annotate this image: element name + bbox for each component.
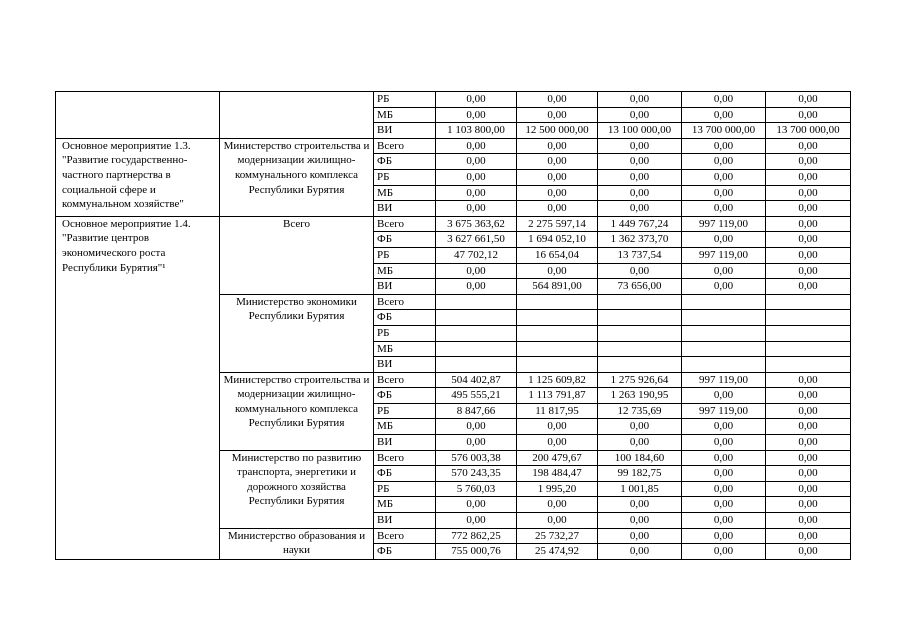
amount-cell: 0,00: [682, 185, 766, 201]
table-row: [56, 92, 851, 108]
amount-cell: 13 737,54: [598, 247, 682, 263]
amount-cell: [682, 357, 766, 373]
amount-cell: 0,00: [682, 169, 766, 185]
amount-cell: 0,00: [766, 372, 851, 388]
amount-cell: 0,00: [517, 435, 598, 451]
amount-cell: 0,00: [436, 138, 517, 154]
amount-cell: 997 119,00: [682, 216, 766, 232]
amount-cell: 0,00: [517, 138, 598, 154]
amount-cell: [517, 341, 598, 357]
amount-cell: 0,00: [682, 201, 766, 217]
amount-cell: 0,00: [598, 528, 682, 544]
amount-cell: 0,00: [766, 201, 851, 217]
executor-cell: [220, 92, 374, 139]
amount-cell: 0,00: [598, 138, 682, 154]
funding-source-cell: РБ: [374, 403, 436, 419]
amount-cell: 0,00: [598, 107, 682, 123]
amount-cell: 0,00: [682, 154, 766, 170]
amount-cell: 13 100 000,00: [598, 123, 682, 139]
executor-cell: Министерство экономики Республики Бурятия: [220, 294, 374, 372]
funding-source-cell: Всего: [374, 528, 436, 544]
funding-source-cell: ФБ: [374, 232, 436, 248]
funding-source-cell: ФБ: [374, 466, 436, 482]
amount-cell: 0,00: [766, 263, 851, 279]
funding-source-cell: Всего: [374, 450, 436, 466]
amount-cell: 0,00: [682, 279, 766, 295]
amount-cell: 0,00: [766, 419, 851, 435]
funding-source-cell: МБ: [374, 107, 436, 123]
amount-cell: [766, 325, 851, 341]
funding-source-cell: ВИ: [374, 201, 436, 217]
amount-cell: 0,00: [436, 185, 517, 201]
amount-cell: [517, 357, 598, 373]
amount-cell: [517, 325, 598, 341]
executor-cell: Министерство строительства и модернизации жилищно-коммунального комплекса Республики Бурятия: [220, 372, 374, 450]
amount-cell: 0,00: [682, 544, 766, 560]
amount-cell: 0,00: [766, 497, 851, 513]
amount-cell: 997 119,00: [682, 247, 766, 263]
amount-cell: [598, 310, 682, 326]
amount-cell: 99 182,75: [598, 466, 682, 482]
amount-cell: 1 125 609,82: [517, 372, 598, 388]
amount-cell: 0,00: [517, 154, 598, 170]
amount-cell: [598, 357, 682, 373]
amount-cell: 570 243,35: [436, 466, 517, 482]
amount-cell: 0,00: [682, 92, 766, 108]
amount-cell: 0,00: [517, 497, 598, 513]
amount-cell: 13 700 000,00: [766, 123, 851, 139]
funding-source-cell: МБ: [374, 497, 436, 513]
table-row: [56, 138, 851, 154]
amount-cell: 0,00: [766, 435, 851, 451]
amount-cell: 0,00: [682, 513, 766, 529]
amount-cell: 0,00: [766, 185, 851, 201]
activity-cell: Основное мероприятие 1.3. "Развитие государственно-частного партнерства в социальной сфере и коммунальном хозяйстве": [56, 138, 220, 216]
amount-cell: [682, 310, 766, 326]
amount-cell: 755 000,76: [436, 544, 517, 560]
amount-cell: [598, 294, 682, 310]
amount-cell: [436, 310, 517, 326]
amount-cell: 0,00: [766, 466, 851, 482]
amount-cell: 0,00: [598, 435, 682, 451]
amount-cell: 100 184,60: [598, 450, 682, 466]
amount-cell: 0,00: [436, 497, 517, 513]
amount-cell: 0,00: [598, 497, 682, 513]
amount-cell: 0,00: [517, 107, 598, 123]
funding-source-cell: ВИ: [374, 435, 436, 451]
amount-cell: [682, 325, 766, 341]
executor-cell: Министерство по развитию транспорта, энергетики и дорожного хозяйства Республики Бурятия: [220, 450, 374, 528]
amount-cell: 12 500 000,00: [517, 123, 598, 139]
amount-cell: 0,00: [517, 513, 598, 529]
amount-cell: 0,00: [517, 92, 598, 108]
amount-cell: [682, 341, 766, 357]
funding-source-cell: МБ: [374, 185, 436, 201]
amount-cell: [517, 310, 598, 326]
amount-cell: 11 817,95: [517, 403, 598, 419]
amount-cell: 0,00: [517, 201, 598, 217]
amount-cell: [682, 294, 766, 310]
amount-cell: 198 484,47: [517, 466, 598, 482]
amount-cell: 0,00: [682, 107, 766, 123]
amount-cell: 0,00: [766, 388, 851, 404]
amount-cell: 0,00: [436, 154, 517, 170]
amount-cell: 0,00: [766, 403, 851, 419]
amount-cell: 0,00: [682, 450, 766, 466]
amount-cell: 772 862,25: [436, 528, 517, 544]
amount-cell: [598, 341, 682, 357]
amount-cell: 0,00: [766, 216, 851, 232]
amount-cell: 0,00: [682, 232, 766, 248]
table-row: [56, 216, 851, 232]
amount-cell: [436, 357, 517, 373]
amount-cell: 0,00: [517, 263, 598, 279]
amount-cell: 0,00: [766, 107, 851, 123]
funding-source-cell: ФБ: [374, 310, 436, 326]
amount-cell: 0,00: [598, 185, 682, 201]
amount-cell: 0,00: [766, 528, 851, 544]
funding-source-cell: Всего: [374, 138, 436, 154]
amount-cell: 1 001,85: [598, 481, 682, 497]
amount-cell: 564 891,00: [517, 279, 598, 295]
amount-cell: 0,00: [682, 138, 766, 154]
amount-cell: 0,00: [766, 450, 851, 466]
amount-cell: 0,00: [436, 279, 517, 295]
amount-cell: 0,00: [436, 201, 517, 217]
amount-cell: 0,00: [682, 466, 766, 482]
executor-cell: Министерство строительства и модернизации жилищно-коммунального комплекса Республики Бурятия: [220, 138, 374, 216]
amount-cell: 504 402,87: [436, 372, 517, 388]
amount-cell: 495 555,21: [436, 388, 517, 404]
amount-cell: [766, 341, 851, 357]
amount-cell: 1 362 373,70: [598, 232, 682, 248]
amount-cell: 13 700 000,00: [682, 123, 766, 139]
amount-cell: 73 656,00: [598, 279, 682, 295]
amount-cell: 200 479,67: [517, 450, 598, 466]
funding-source-cell: ФБ: [374, 154, 436, 170]
amount-cell: 0,00: [598, 154, 682, 170]
amount-cell: 0,00: [766, 513, 851, 529]
amount-cell: 0,00: [766, 544, 851, 560]
amount-cell: 25 732,27: [517, 528, 598, 544]
amount-cell: 0,00: [766, 92, 851, 108]
amount-cell: 0,00: [517, 185, 598, 201]
funding-source-cell: РБ: [374, 247, 436, 263]
amount-cell: 0,00: [598, 419, 682, 435]
funding-source-cell: Всего: [374, 216, 436, 232]
amount-cell: 0,00: [598, 169, 682, 185]
amount-cell: [766, 310, 851, 326]
amount-cell: 0,00: [436, 513, 517, 529]
amount-cell: 0,00: [598, 513, 682, 529]
funding-source-cell: Всего: [374, 294, 436, 310]
funding-source-cell: Всего: [374, 372, 436, 388]
amount-cell: 1 694 052,10: [517, 232, 598, 248]
amount-cell: 0,00: [766, 279, 851, 295]
amount-cell: [598, 325, 682, 341]
amount-cell: 0,00: [598, 92, 682, 108]
amount-cell: 0,00: [436, 107, 517, 123]
funding-source-cell: МБ: [374, 341, 436, 357]
amount-cell: [766, 357, 851, 373]
funding-source-cell: ВИ: [374, 279, 436, 295]
amount-cell: 25 474,92: [517, 544, 598, 560]
activity-cell: [56, 92, 220, 139]
funding-source-cell: РБ: [374, 92, 436, 108]
amount-cell: 1 995,20: [517, 481, 598, 497]
executor-cell: Всего: [220, 216, 374, 294]
amount-cell: 8 847,66: [436, 403, 517, 419]
amount-cell: [766, 294, 851, 310]
amount-cell: 0,00: [682, 435, 766, 451]
funding-source-cell: МБ: [374, 419, 436, 435]
amount-cell: 1 275 926,64: [598, 372, 682, 388]
budget-table: [55, 91, 851, 560]
amount-cell: 1 103 800,00: [436, 123, 517, 139]
funding-source-cell: РБ: [374, 481, 436, 497]
amount-cell: 0,00: [682, 497, 766, 513]
amount-cell: 47 702,12: [436, 247, 517, 263]
amount-cell: 0,00: [517, 419, 598, 435]
amount-cell: 1 449 767,24: [598, 216, 682, 232]
amount-cell: 0,00: [436, 169, 517, 185]
funding-source-cell: ФБ: [374, 388, 436, 404]
funding-source-cell: ВИ: [374, 357, 436, 373]
executor-cell: Министерство образования и науки: [220, 528, 374, 559]
amount-cell: 2 275 597,14: [517, 216, 598, 232]
activity-cell: Основное мероприятие 1.4. "Развитие центров экономического роста Республики Бурятия"¹: [56, 216, 220, 559]
amount-cell: 576 003,38: [436, 450, 517, 466]
amount-cell: 0,00: [517, 169, 598, 185]
amount-cell: 3 627 661,50: [436, 232, 517, 248]
amount-cell: [436, 294, 517, 310]
amount-cell: 0,00: [436, 419, 517, 435]
amount-cell: 0,00: [682, 528, 766, 544]
funding-source-cell: МБ: [374, 263, 436, 279]
amount-cell: 0,00: [766, 481, 851, 497]
amount-cell: 0,00: [766, 232, 851, 248]
amount-cell: 0,00: [766, 154, 851, 170]
amount-cell: 0,00: [682, 481, 766, 497]
funding-source-cell: РБ: [374, 169, 436, 185]
amount-cell: 0,00: [436, 263, 517, 279]
amount-cell: 3 675 363,62: [436, 216, 517, 232]
funding-source-cell: ВИ: [374, 123, 436, 139]
amount-cell: 0,00: [766, 138, 851, 154]
amount-cell: 0,00: [766, 247, 851, 263]
amount-cell: 0,00: [766, 169, 851, 185]
amount-cell: [436, 325, 517, 341]
amount-cell: [436, 341, 517, 357]
amount-cell: 16 654,04: [517, 247, 598, 263]
amount-cell: 0,00: [682, 263, 766, 279]
amount-cell: 0,00: [682, 419, 766, 435]
amount-cell: 997 119,00: [682, 403, 766, 419]
amount-cell: 12 735,69: [598, 403, 682, 419]
amount-cell: 0,00: [436, 92, 517, 108]
amount-cell: 0,00: [598, 263, 682, 279]
funding-source-cell: РБ: [374, 325, 436, 341]
amount-cell: 5 760,03: [436, 481, 517, 497]
amount-cell: 1 113 791,87: [517, 388, 598, 404]
amount-cell: 0,00: [682, 388, 766, 404]
amount-cell: [517, 294, 598, 310]
amount-cell: 1 263 190,95: [598, 388, 682, 404]
funding-source-cell: ФБ: [374, 544, 436, 560]
amount-cell: 0,00: [598, 544, 682, 560]
amount-cell: 997 119,00: [682, 372, 766, 388]
amount-cell: 0,00: [436, 435, 517, 451]
amount-cell: 0,00: [598, 201, 682, 217]
funding-source-cell: ВИ: [374, 513, 436, 529]
